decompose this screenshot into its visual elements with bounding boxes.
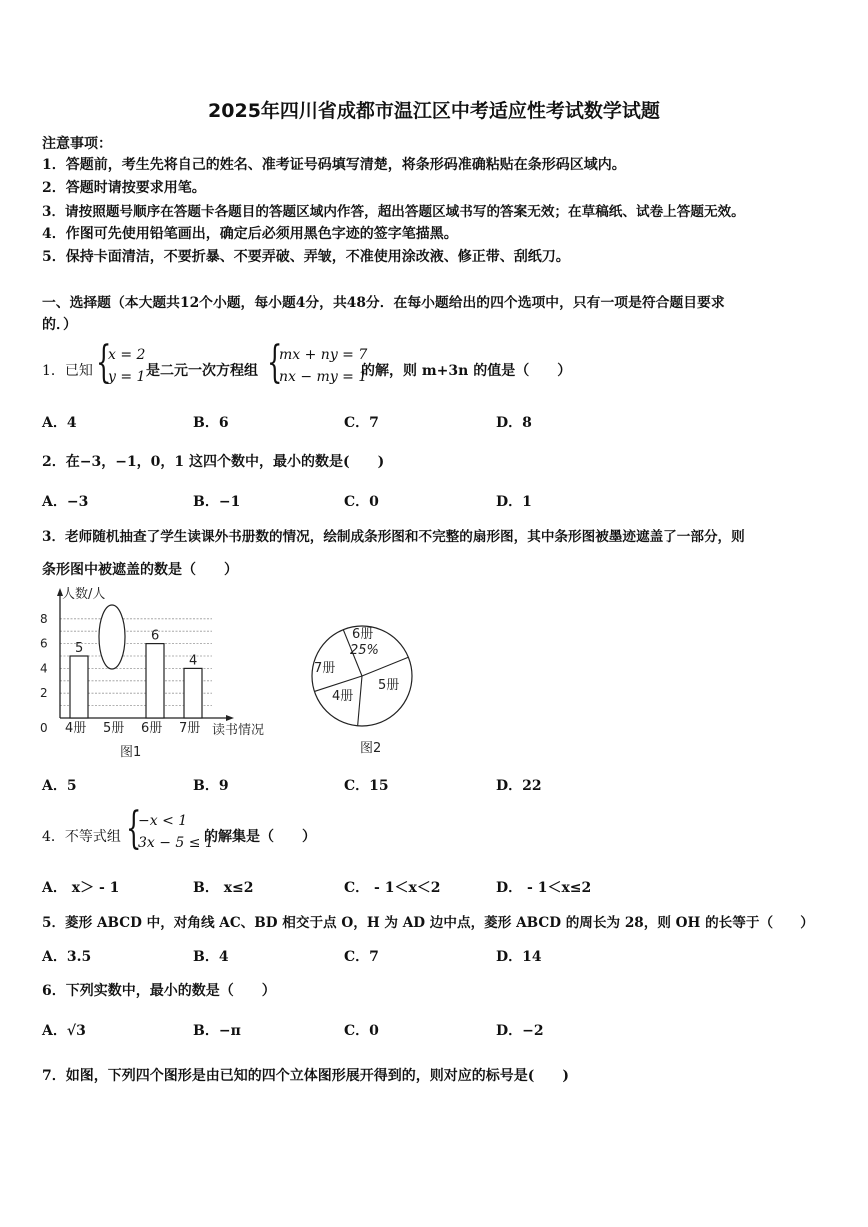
q1-suffix: 的解，则 m+3n 的值是（ ） [361,363,572,379]
pie-slice-label: 6册 [352,627,374,642]
q4-option-c[interactable]: C． - 1＜x＜2 [344,880,441,896]
q5-option-c[interactable]: C．7 [344,949,379,965]
q4-option-a[interactable]: A． x＞ - 1 [42,880,120,896]
q4-option-b[interactable]: B． x≤2 [193,880,254,896]
pie-slice-label: 5册 [378,678,400,693]
category-label: 5册 [103,721,125,736]
section-heading-line1: 一、选择题（本大题共12个小题，每小题4分，共48分．在每小题给出的四个选项中，只有一项是符合题目要求 [42,295,725,311]
q1-system-2: mx + ny = 7 nx − my = 1 [279,347,368,385]
q2-text: 2．在−3，−1，0，1 这四个数中，最小的数是( ) [42,454,385,470]
note-item: 5．保持卡面清洁，不要折暴、不要弄破、弄皱，不准使用涂改液、修正带、刮纸刀。 [42,249,570,265]
q6-option-b[interactable]: B．−π [193,1023,241,1039]
q1-option-c[interactable]: C．7 [344,415,379,431]
x-axis-arrow [226,715,234,721]
q3-bar-chart [30,582,290,762]
q1-middle: 是二元一次方程组 [146,363,258,379]
q1-brace-1: { [96,337,112,388]
y-tick-label: 2 [40,686,48,701]
bar-4册 [70,656,88,718]
bar-7册 [184,668,202,718]
q3-option-d[interactable]: D．22 [496,778,542,794]
q2-option-d[interactable]: D．1 [496,494,532,510]
q4-suffix: 的解集是（ ） [204,829,316,845]
bar-data-label: 4 [189,653,198,669]
category-label: 6册 [141,721,163,736]
origin-label: 0 [40,721,48,735]
category-label: 4册 [65,721,87,736]
section-heading-line2: 的．） [42,317,77,333]
q2-option-b[interactable]: B．−1 [193,494,241,510]
q4-option-d[interactable]: D． - 1＜x≤2 [496,880,592,896]
q1-option-a[interactable]: A．4 [42,415,77,431]
q6-option-c[interactable]: C．0 [344,1023,379,1039]
q3-text-line2: 条形图中被遮盖的数是（ ） [42,562,238,578]
q3-pie-chart [300,610,430,760]
q2-option-a[interactable]: A．−3 [42,494,89,510]
q4-system: −x < 1 3x − 5 ≤ 1 [138,813,214,851]
q6-text: 6．下列实数中，最小的数是（ ） [42,983,276,999]
q5-option-b[interactable]: B．4 [193,949,229,965]
q5-option-d[interactable]: D．14 [496,949,542,965]
page-title: 2025年四川省成都市温江区中考适应性考试数学试题 [208,100,660,122]
q5-option-a[interactable]: A．3.5 [42,949,92,965]
q3-option-a[interactable]: A．5 [42,778,77,794]
pie-slice-label: 4册 [332,689,354,704]
y-axis-label: 人数/人 [62,587,106,602]
q3-text-line1: 3．老师随机抽查了学生读课外书册数的情况，绘制成条形图和不完整的扇形图，其中条形图被墨迹遮盖了一部分，则 [42,529,745,545]
ink-blot-cover [99,605,125,669]
q1-option-b[interactable]: B．6 [193,415,229,431]
q1-brace-2: { [267,337,283,388]
q1-prefix: 1．已知 [42,363,93,379]
fig1-caption: 图1 [120,745,142,760]
q6-option-a[interactable]: A．√3 [42,1023,86,1039]
notes-heading: 注意事项： [42,136,112,152]
q2-option-c[interactable]: C．0 [344,494,379,510]
y-tick-label: 6 [40,636,48,651]
q3-option-b[interactable]: B．9 [193,778,229,794]
x-axis-label: 读书情况 [212,723,265,738]
y-tick-label: 4 [40,661,48,676]
bar-data-label: 6 [151,628,160,644]
q6-option-d[interactable]: D．−2 [496,1023,544,1039]
note-item: 2．答题时请按要求用笔。 [42,180,206,196]
bar-6册 [146,644,164,718]
note-item: 3．请按照题号顺序在答题卡各题目的答题区域内作答，超出答题区域书写的答案无效；在草稿纸、试卷上答题无效。 [42,204,745,220]
pie-percent-label: 25% [350,643,379,658]
pie-slice-label: 7册 [314,661,336,676]
q1-option-d[interactable]: D．8 [496,415,532,431]
y-tick-label: 8 [40,611,48,626]
note-item: 1．答题前，考生先将自己的姓名、准考证号码填写清楚，将条形码准确粘贴在条形码区域内。 [42,157,626,173]
q4-brace: { [126,803,142,854]
note-item: 4．作图可先使用铅笔画出，确定后必须用黑色字迹的签字笔描黑。 [42,226,458,242]
q1-system-1: x = 2 y = 1 [108,347,146,385]
bar-data-label: 5 [75,641,84,656]
q5-text: 5．菱形 ABCD 中，对角线 AC、BD 相交于点 O，H 为 AD 边中点，菱形 ABCD 的周长为 28，则 OH 的长等于（ ） [42,915,814,931]
q4-prefix: 4．不等式组 [42,829,121,845]
q3-option-c[interactable]: C．15 [344,778,389,794]
category-label: 7册 [179,721,201,736]
q7-text: 7．如图，下列四个图形是由已知的四个立体图形展开得到的，则对应的标号是( ) [42,1068,569,1084]
fig2-caption: 图2 [360,741,382,756]
